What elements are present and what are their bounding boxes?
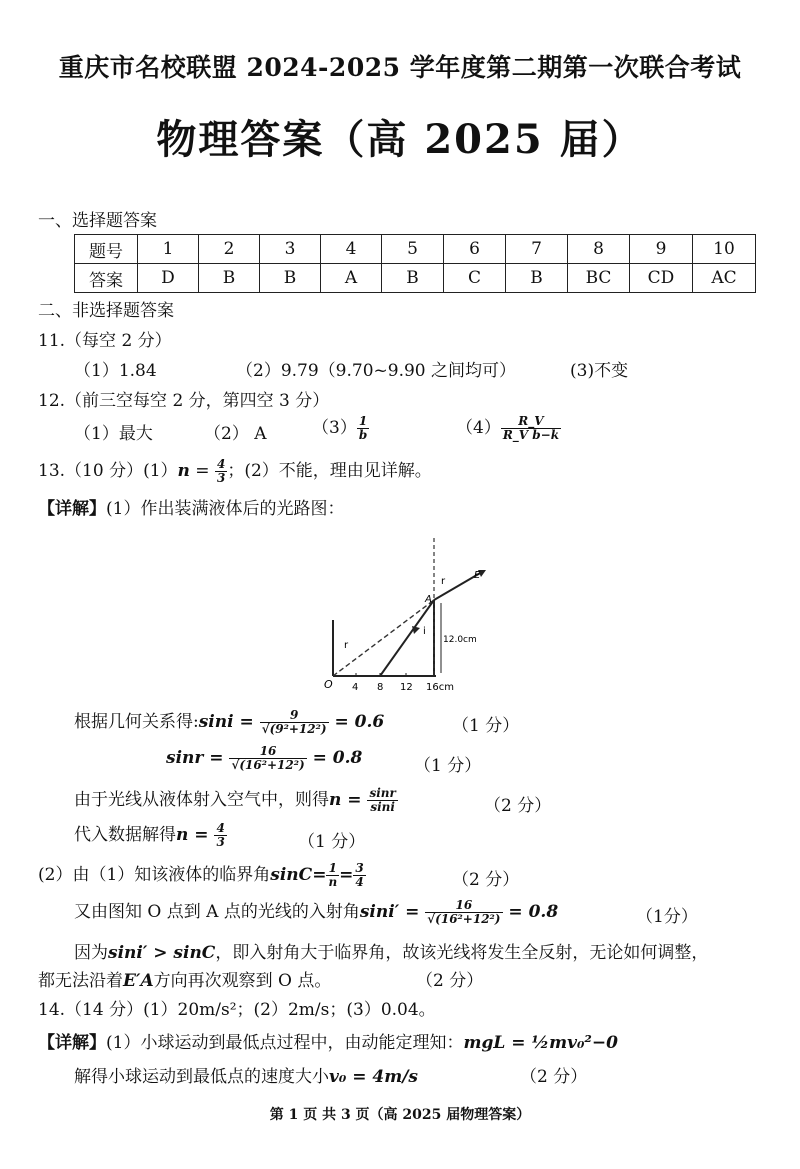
q12-answer-3-label: （3） [312, 418, 357, 438]
light-path-diagram [300, 530, 500, 696]
q13-heading [38, 456, 432, 485]
fraction-denominator: √(9²+12²) [261, 722, 327, 736]
row-label-q: 题号 [75, 235, 138, 264]
fraction-numerator: 4 [216, 457, 226, 471]
table-cell: 9 [630, 235, 693, 264]
text: 由于光线从液体射入空气中，则得 [74, 790, 329, 810]
detail-tag: 【详解】 [38, 1033, 106, 1053]
q14-detail-line [38, 1028, 618, 1053]
text: 又由图知 O 点到 A 点的光线的入射角 [74, 902, 360, 922]
fraction-numerator: 16 [425, 899, 502, 913]
q13-heading-pre: 13.（10 分）(1） [38, 461, 178, 481]
fraction-numerator: 1 [326, 862, 339, 876]
table-row-answers [75, 264, 756, 293]
q14-heading: 14.（14 分）(1）20m/s²；(2）2m/s；(3）0.04。 [38, 1000, 436, 1020]
table-cell: AC [693, 264, 756, 293]
q13-line8 [38, 966, 331, 991]
math-result: = 0.8 [508, 902, 559, 922]
q13-line5: (2）由（1）知该液体的临界角sinC= $\frac{1}{n}$ = $\frac{3}{4}$ [38, 861, 364, 889]
q14-line2 [74, 1062, 418, 1087]
table-row-questions [75, 235, 756, 264]
answer-table [74, 234, 756, 293]
table-cell: 10 [693, 235, 756, 264]
q11-answer-1: （1）1.84 [74, 361, 157, 381]
text: ，即入射角大于临界角，故该光线将发生全反射，无论如何调整， [215, 943, 709, 963]
math-var: n [176, 825, 189, 845]
table-cell: 1 [138, 235, 199, 264]
math-equation: v₀ = 4m/s [329, 1067, 419, 1087]
q13-line7 [74, 938, 708, 963]
math-result: = 0.8 [312, 748, 363, 768]
q13-heading-post: ；(2）不能，理由见详解。 [227, 461, 432, 481]
math-var: n [177, 461, 190, 481]
tick-label: 12 [400, 682, 413, 693]
score: （1分） [636, 907, 698, 927]
score: （2 分） [520, 1067, 588, 1087]
tick-label: 4 [352, 682, 359, 693]
table-cell: CD [630, 264, 693, 293]
fraction-denominator: n [328, 875, 338, 889]
incident-ray [380, 600, 434, 676]
label-A: A [425, 594, 432, 605]
q13-detail-line [38, 494, 344, 519]
score: （2 分） [452, 870, 520, 890]
q12-answer-2: （2） A [204, 424, 267, 444]
score: （1 分） [452, 716, 520, 736]
table-cell: B [506, 264, 568, 293]
q11-answer-2: （2）9.79（9.70~9.90 之间均可） [236, 361, 517, 381]
q13-line4: 代入数据解得n = $\frac{4}{3}$ [74, 821, 225, 849]
label-E: E [474, 570, 481, 581]
fraction-denominator: sini [370, 800, 395, 814]
math-eq: = [189, 461, 215, 481]
label-O: O [324, 678, 333, 691]
page-footer: 第 1 页 共 3 页（高 2025 届物理答案） [269, 1107, 531, 1123]
score: （2 分） [484, 796, 552, 816]
label-r-left: r [344, 640, 349, 651]
table-cell: 4 [321, 235, 382, 264]
fraction-denominator: 3 [216, 471, 226, 485]
fraction-denominator: 4 [355, 875, 364, 889]
text: 因为 [74, 943, 108, 963]
fraction-denominator: R_V b−k [502, 428, 560, 442]
fraction-denominator: 3 [216, 835, 225, 849]
dashed-ray [333, 600, 434, 676]
math-var: sini′ > sinC [108, 943, 216, 963]
math-var: n [329, 790, 342, 810]
detail-text: (1）作出装满液体后的光路图： [106, 499, 345, 519]
math-var: sinr [166, 748, 204, 768]
arrow-head-i [412, 626, 420, 634]
table-cell: B [199, 264, 260, 293]
fraction-denominator: √(16²+12²) [231, 758, 305, 772]
q12-answer-1: （1）最大 [74, 424, 153, 444]
label-r-top: r [441, 576, 446, 587]
detail-text: (1）小球运动到最低点过程中，由动能定理知： [106, 1033, 464, 1053]
math-var: sinC [270, 865, 313, 885]
fraction-numerator: 16 [229, 745, 306, 759]
fraction-denominator: √(16²+12²) [427, 912, 501, 926]
q12-heading: 12.（前三空每空 2 分，第四空 3 分） [38, 391, 330, 411]
q13-line1: 根据几何关系得:sini = $\frac{9}{\text{√(9²+12²)}}$ = 0.6 [74, 708, 385, 736]
fraction-numerator: 9 [260, 709, 329, 723]
q12-answer-3 [312, 413, 369, 442]
table-cell: 8 [568, 235, 630, 264]
fraction-denominator: b [358, 428, 368, 442]
q12-answer-4 [456, 413, 561, 442]
table-cell: 6 [444, 235, 506, 264]
table-cell: BC [568, 264, 630, 293]
fraction-numerator: 4 [216, 821, 225, 835]
page-title: 物理答案（高 2025 届） [156, 116, 644, 163]
table-cell: 2 [199, 235, 260, 264]
text: 解得小球运动到最低点的速度大小 [74, 1067, 329, 1087]
table-cell: 5 [382, 235, 444, 264]
math-var: E′A [123, 971, 154, 991]
table-cell: 3 [260, 235, 321, 264]
math-var: sini [198, 712, 234, 732]
text: 都无法沿着 [38, 971, 123, 991]
score: （2 分） [416, 971, 484, 991]
height-label: 12.0cm [443, 635, 477, 645]
section2-heading: 二、非选择题答案 [38, 301, 174, 321]
q11-answer-3: (3)不变 [570, 361, 629, 381]
math-equation: mgL = ½mv₀²−0 [463, 1033, 618, 1053]
q11-heading: 11.（每空 2 分） [38, 331, 172, 351]
exam-subtitle: 重庆市名校联盟 2024-2025 学年度第二期第一次联合考试 [58, 53, 742, 82]
table-cell: A [321, 264, 382, 293]
table-cell: 7 [506, 235, 568, 264]
fraction-numerator: R_V [501, 415, 561, 429]
detail-tag: 【详解】 [38, 499, 106, 519]
text: 根据几何关系得: [74, 712, 199, 732]
math-var: sini′ [359, 902, 400, 922]
table-cell: B [260, 264, 321, 293]
fraction-numerator: sinr [369, 786, 396, 800]
score: （1 分） [298, 832, 366, 852]
row-label-a: 答案 [75, 264, 138, 293]
q12-answer-4-label: （4） [456, 418, 501, 438]
tick-label: 16cm [426, 682, 454, 693]
q13-line3: 由于光线从液体射入空气中，则得n = $\frac{\sin r}{\sin i}$ [74, 786, 396, 814]
score: （1 分） [414, 756, 482, 776]
text: 代入数据解得 [74, 825, 176, 845]
text: (2）由（1）知该液体的临界角 [38, 865, 271, 885]
table-cell: D [138, 264, 199, 293]
table-cell: C [444, 264, 506, 293]
text: 方向再次观察到 O 点。 [153, 971, 332, 991]
fraction-numerator: 1 [357, 415, 369, 429]
q13-line6: 又由图知 O 点到 A 点的光线的入射角sini′ = $\frac{16}{\text{√(16²+12²)}}$ = 0.8 [74, 898, 559, 926]
table-cell: B [382, 264, 444, 293]
q13-line2: sinr = $\frac{16}{\text{√(16²+12²)}}$ = 0.8 [166, 744, 363, 772]
math-result: = 0.6 [334, 712, 385, 732]
tick-label: 8 [377, 682, 384, 693]
label-i: i [423, 626, 426, 637]
fraction-numerator: 3 [355, 861, 364, 875]
section1-heading: 一、选择题答案 [38, 211, 157, 231]
